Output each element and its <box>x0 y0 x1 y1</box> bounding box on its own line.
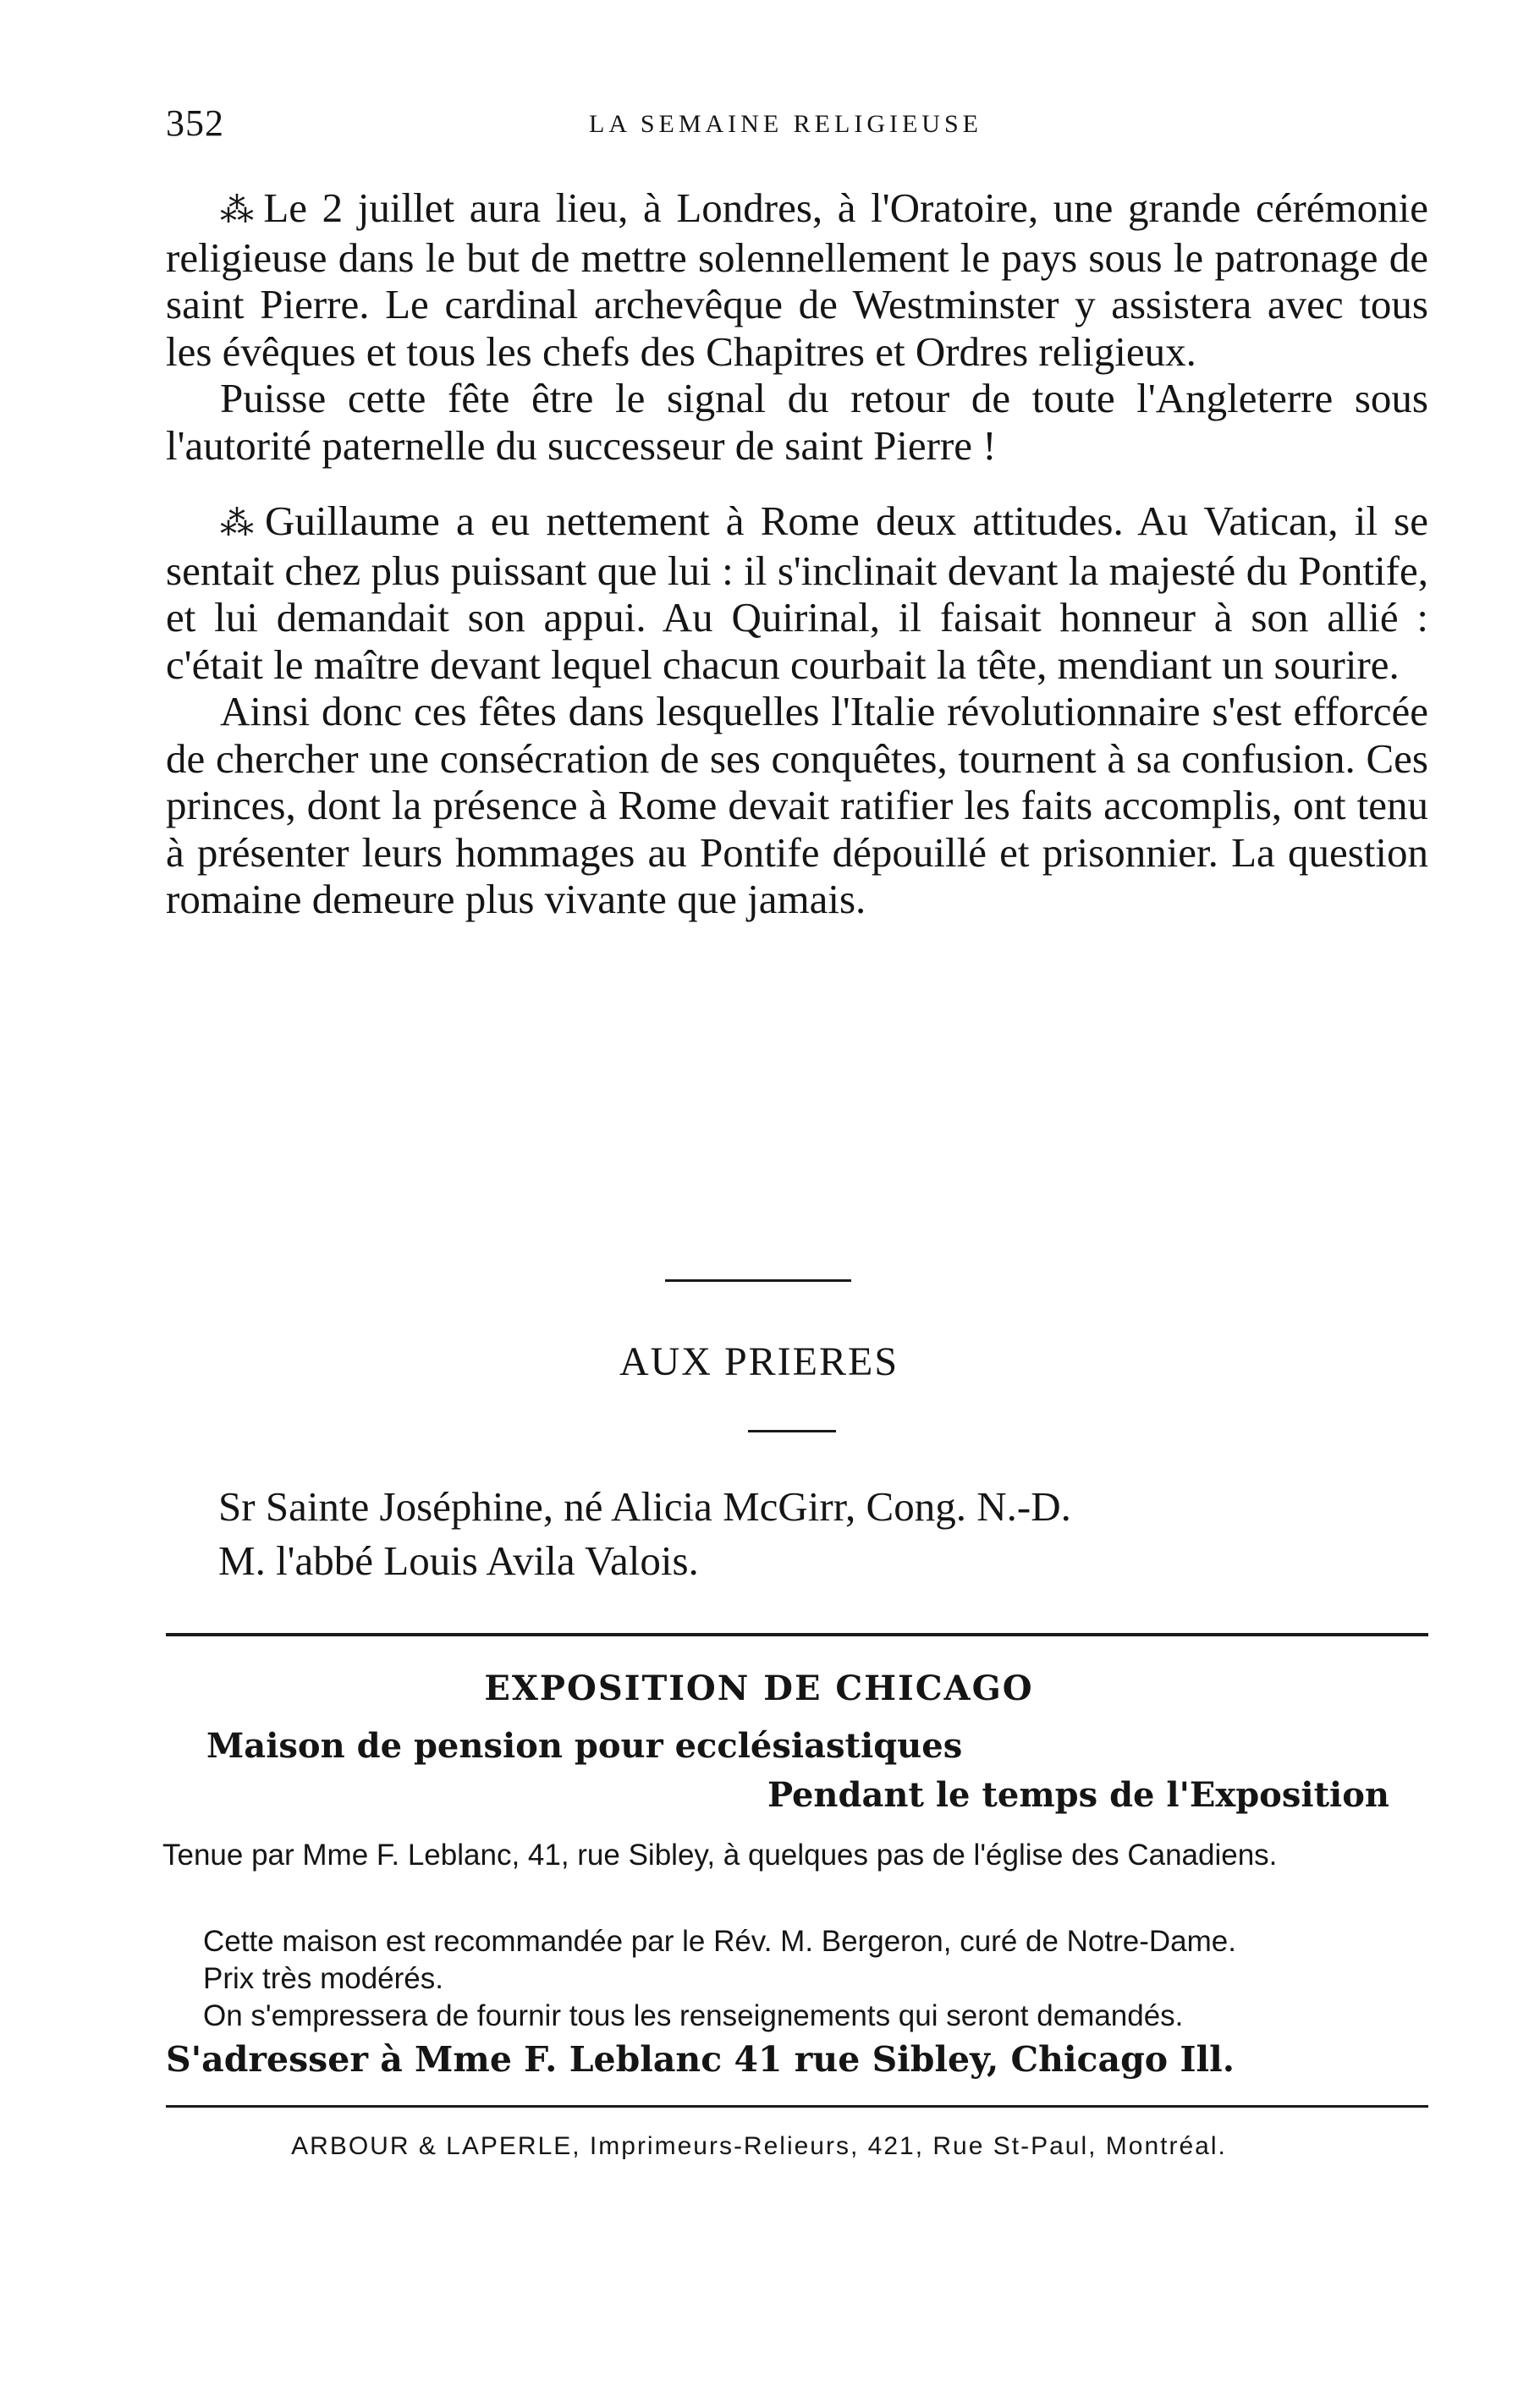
imprint-rule <box>166 2105 1428 2108</box>
advertisement-line: On s'empressera de fournir tous les renseignements qui seront demandés. <box>203 1999 1184 2032</box>
advertisement-line: Tenue par Mme F. Leblanc, 41, rue Sibley, à quelques pas de l'église des Canadiens. <box>162 1839 1278 1872</box>
paragraph-guillaume: ⁂ Guillaume a eu nettement à Rome deux attitudes. Au Vatican, il se sentait chez plus puissant que lui : il s'inclinait devant la majesté du Pontife, et lui demandait son appui. Au Quirinal, il faisait honneur à son allié : c'était le maître devant lequel chacun courbait la tête, mendiant un sourire. <box>166 498 1428 688</box>
page-header <box>166 102 1418 161</box>
prayer-name: M. l'abbé Louis Avila Valois. <box>218 1537 699 1584</box>
paragraph-london: ⁂ Le 2 juillet aura lieu, à Londres, à l'Oratoire, une grande cérémonie religieuse dans le but de mettre solennellement le pays sous le patronage de saint Pierre. Le cardinal archevêque de Westminster y assistera avec tous les évêques et tous les chefs des Chapitres et Ordres religieux. <box>166 184 1429 375</box>
heading-underline <box>748 1430 836 1432</box>
printer-imprint: ARBOUR & LAPERLE, Imprimeurs-Relieurs, 421, Rue St-Paul, Montréal. <box>291 2132 1227 2160</box>
asterism-mark: ⁂ <box>220 191 256 229</box>
paragraph-italie: Ainsi donc ces fêtes dans lesquelles l'Italie révolutionnaire s'est efforcée de chercher une consécration de ses conquêtes, tournent à sa confusion. Ces princes, dont la présence à Rome devait ratifier les faits accomplis, ont tenu à présenter leurs hommages au Pontife dépouillé et prisonnier. La question romaine demeure plus vivante que jamais. <box>166 688 1428 922</box>
advertisement-subtitle: Maison de pension pour ecclésiastiques <box>206 1726 963 1766</box>
page-number: 352 <box>166 102 224 144</box>
asterism-mark: ⁂ <box>220 504 256 542</box>
prayer-name: Sr Sainte Joséphine, né Alicia McGirr, Cong. N.-D. <box>218 1483 1071 1530</box>
advertisement-top-rule <box>166 1633 1428 1636</box>
advertisement-line: Cette maison est recommandée par le Rév. M. Bergeron, curé de Notre-Dame. <box>203 1925 1236 1958</box>
paragraph-england: Puisse cette fête être le signal du retour de toute l'Angleterre sous l'autorité paternelle du successeur de saint Pierre ! <box>166 375 1428 469</box>
advertisement-subtitle-period: Pendant le temps de l'Exposition <box>767 1775 1389 1815</box>
advertisement-contact: S'adresser à Mme F. Leblanc 41 rue Sibley, Chicago Ill. <box>166 2039 1235 2080</box>
prayers-heading: AUX PRIERES <box>619 1339 899 1384</box>
running-title: LA SEMAINE RELIGIEUSE <box>589 110 982 138</box>
section-divider <box>665 1279 851 1282</box>
article-body <box>166 184 1428 923</box>
advertisement-line: Prix très modérés. <box>203 1962 443 1995</box>
advertisement-title: EXPOSITION DE CHICAGO <box>484 1669 1034 1708</box>
